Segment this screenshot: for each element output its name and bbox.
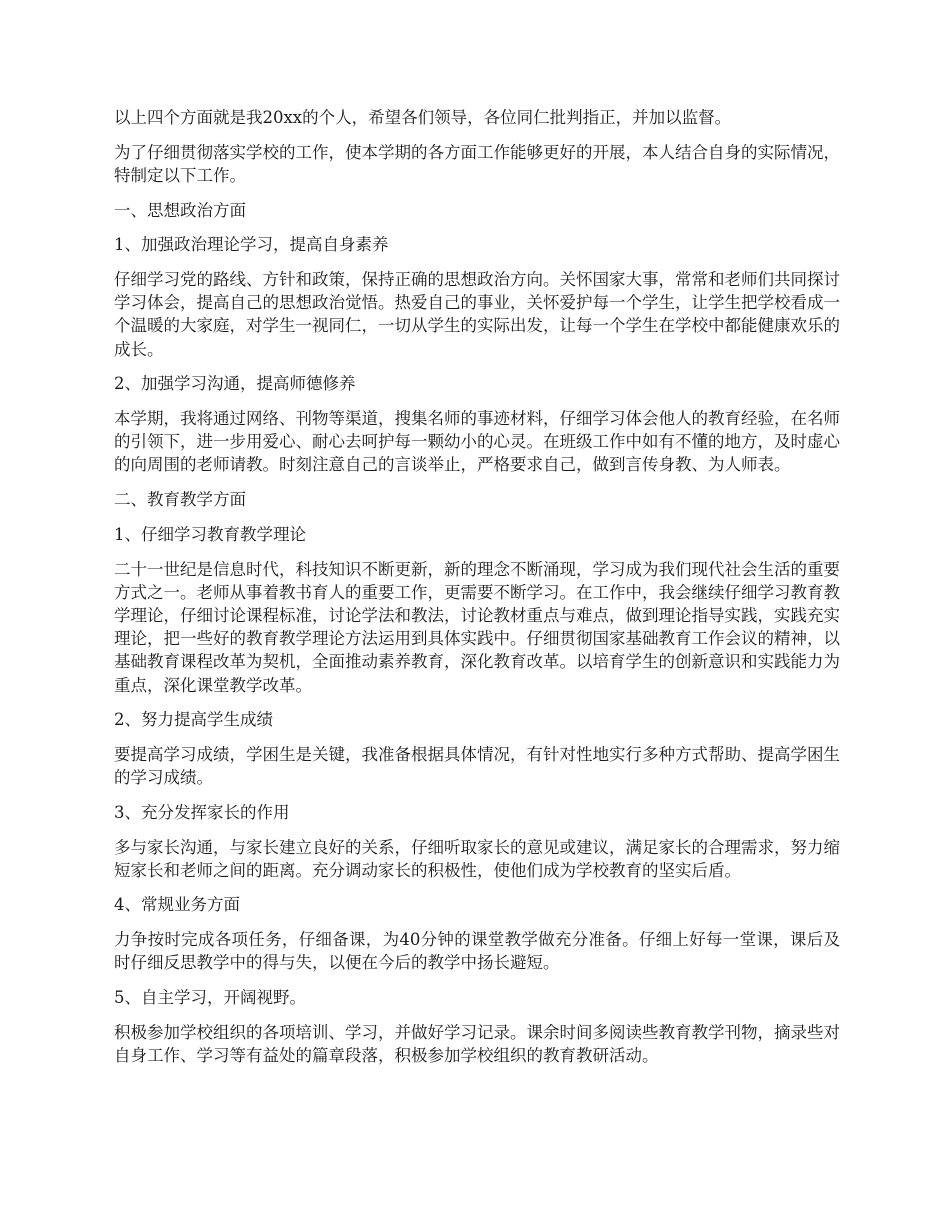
- paragraph: 仔细学习党的路线、方针和政策，保持正确的思想政治方向。关怀国家大事，常常和老师们共同探讨学习体会，提高自己的思想政治觉悟。热爱自己的事业，关怀爱护每一个学生，让学生把学校看成一个温暖的大家庭，对学生一视同仁，一切从学生的实际出发，让每一个学生在学校中都能健康欢乐的成长。: [114, 270, 840, 359]
- subsection-heading: 4、常规业务方面: [114, 895, 240, 915]
- paragraph: 多与家长沟通，与家长建立良好的关系，仔细听取家长的意见或建议，满足家长的合理需求，努力缩短家长和老师之间的距离。充分调动家长的积极性，使他们成为学校教育的坚实后盾。: [114, 837, 840, 880]
- subsection-heading: 1、仔细学习教育教学理论: [114, 524, 306, 544]
- paragraph: 二十一世纪是信息时代，科技知识不断更新，新的理念不断涌现，学习成为我们现代社会生活的重要方式之一。老师从事着教书育人的重要工作，更需要不断学习。在工作中，我会继续仔细学习教育教学理论，仔细讨论课程标准，讨论学法和教法，讨论教材重点与难点，做到理论指导实践，实践充实理论，把一些好的教育教学理论方法运用到具体实践中。仔细贯彻国家基础教育工作会议的精神，以基础教育课程改革为契机，全面推动素养教育，深化教育改革。以培育学生的创新意识和实践能力为重点，深化课堂教学改革。: [114, 559, 840, 695]
- section-heading: 一、思想政治方面: [114, 200, 246, 220]
- paragraph: 为了仔细贯彻落实学校的工作，使本学期的各方面工作能够更好的开展，本人结合自身的实际情况，特制定以下工作。: [114, 142, 840, 185]
- document-page: [114, 106, 840, 1079]
- subsection-heading: 2、努力提高学生成绩: [114, 710, 273, 730]
- paragraph: 本学期，我将通过网络、刊物等渠道，搜集名师的事迹材料，仔细学习体会他人的教育经验，在名师的引领下，进一步用爱心、耐心去呵护每一颗幼小的心灵。在班级工作中如有不懂的地方，及时虚心的向周围的老师请教。时刻注意自己的言谈举止，严格要求自己，做到言传身教、为人师表。: [114, 409, 840, 475]
- paragraph: 以上四个方面就是我20xx的个人，希望各们领导，各位同仁批判指正，并加以监督。: [114, 108, 732, 127]
- paragraph: 力争按时完成各项任务，仔细备课，为40分钟的课堂教学做充分准备。仔细上好每一堂课，课后及时仔细反思教学中的得与失，以便在今后的教学中扬长避短。: [114, 930, 840, 973]
- paragraph: 要提高学习成绩，学困生是关键，我准备根据具体情况，有针对性地实行多种方式帮助、提高学困生的学习成绩。: [114, 744, 840, 788]
- paragraph: 积极参加学校组织的各项培训、学习，并做好学习记录。课余时间多阅读些教育教学刊物，摘录些对自身工作、学习等有益处的篇章段落，积极参加学校组织的教育教研活动。: [114, 1022, 840, 1065]
- subsection-heading: 1、加强政治理论学习，提高自身素养: [114, 235, 389, 255]
- subsection-heading: 3、充分发挥家长的作用: [114, 802, 290, 822]
- subsection-heading: 5、自主学习，开阔视野。: [114, 988, 306, 1008]
- section-heading: 二、教育教学方面: [114, 490, 246, 510]
- subsection-heading: 2、加强学习沟通，提高师德修养: [114, 374, 356, 394]
